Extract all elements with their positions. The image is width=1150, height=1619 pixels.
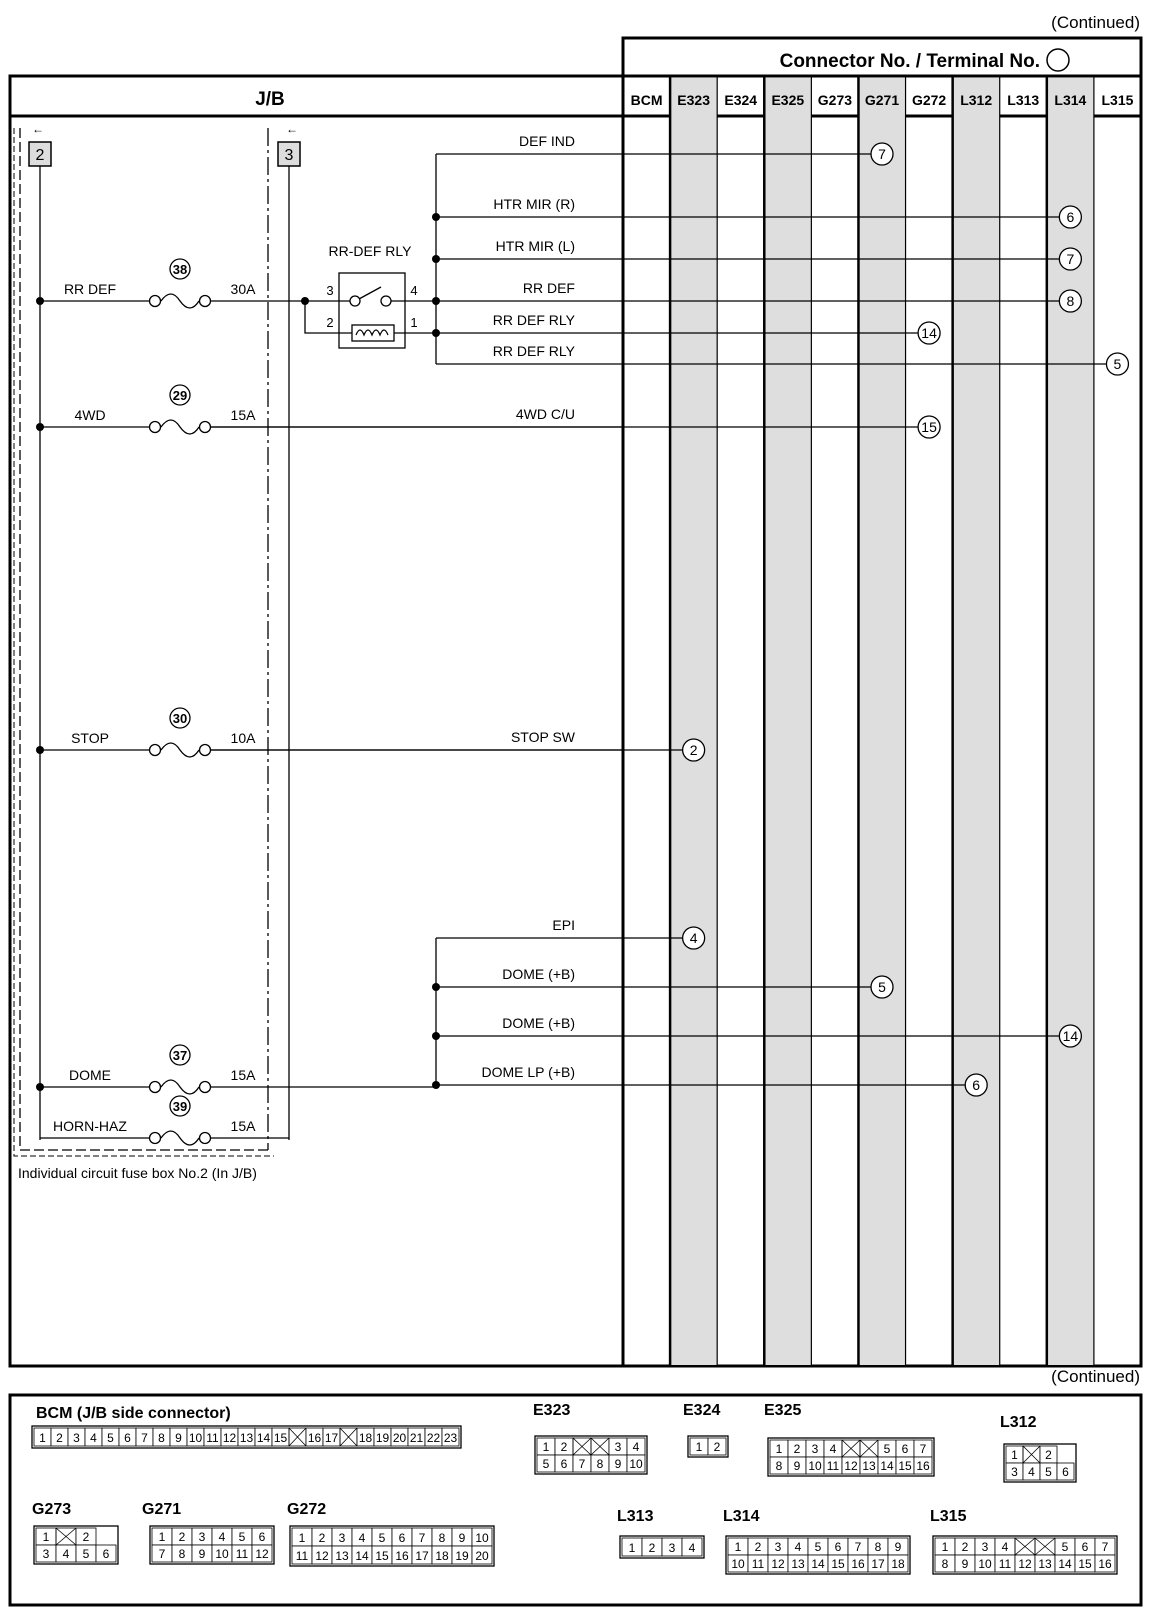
connector-pin: 8 — [941, 1557, 949, 1571]
connector-pin: 1 — [628, 1541, 636, 1555]
fuse-name: DOME — [69, 1067, 111, 1083]
connector-pin: 12 — [844, 1459, 858, 1473]
connector-pin: 12 — [255, 1547, 269, 1561]
connector-pin: 10 — [188, 1431, 203, 1445]
connector-view-l312 — [1000, 1414, 1076, 1482]
connector-pin: 1 — [298, 1531, 306, 1545]
connector-pin: 6 — [834, 1540, 842, 1554]
connector-pin: 22 — [426, 1431, 441, 1445]
connector-pin: 4 — [218, 1530, 226, 1544]
connector-pin: 5 — [1045, 1465, 1052, 1479]
fuse-rating: 10A — [230, 730, 256, 746]
relay-pin-4: 4 — [410, 283, 418, 298]
connector-pin: 1 — [734, 1540, 742, 1554]
circuit-label: DOME LP (+B) — [481, 1064, 575, 1080]
connector-pin: 2 — [318, 1531, 326, 1545]
fuse-rating: 30A — [230, 281, 256, 297]
connector-pin: 2 — [793, 1442, 801, 1456]
column-header-bcm: BCM — [630, 92, 663, 108]
connector-circle-icon — [1047, 49, 1069, 71]
fuse-number: 38 — [172, 262, 188, 277]
connector-pin: 7 — [854, 1540, 862, 1554]
connector-pin: 16 — [307, 1431, 322, 1445]
connector-pin: 10 — [978, 1557, 992, 1571]
connector-name: G272 — [287, 1501, 327, 1518]
connector-pin: 6 — [124, 1431, 131, 1445]
connector-pin: 15 — [898, 1459, 912, 1473]
connector-view-g273 — [32, 1501, 118, 1564]
continued-bottom: (Continued) — [1051, 1367, 1140, 1386]
bus-tag-left — [29, 122, 51, 166]
circuit-label: RR DEF RLY — [492, 343, 575, 359]
connector-pin: 1 — [695, 1440, 703, 1454]
connector-pin: 4 — [688, 1541, 696, 1555]
column-shade — [764, 78, 811, 1365]
connector-pin: 1 — [42, 1530, 50, 1544]
connector-title: Connector No. / Terminal No. — [779, 51, 1040, 72]
connector-pin: 10 — [475, 1531, 489, 1545]
circuit-label: STOP SW — [510, 729, 575, 745]
terminal-number: 14 — [921, 325, 937, 341]
circuit-label: EPI — [552, 917, 575, 933]
terminal-number: 6 — [972, 1077, 981, 1093]
connector-pin: 10 — [808, 1459, 822, 1473]
fuse-icon — [161, 743, 199, 757]
column-header-g271: G271 — [864, 92, 900, 108]
connector-pin: 9 — [175, 1431, 182, 1445]
column-shade — [858, 78, 905, 1365]
connector-pin: 6 — [102, 1547, 110, 1561]
terminal-number: 7 — [1066, 251, 1075, 267]
connector-pin: 17 — [415, 1549, 429, 1563]
connector-pin: 8 — [775, 1459, 783, 1473]
connector-view-e324 — [683, 1402, 728, 1457]
connector-pin: 15 — [375, 1549, 389, 1563]
connector-pin: 8 — [874, 1540, 882, 1554]
column-header-l312: L312 — [960, 92, 993, 108]
terminal-number: 6 — [1066, 209, 1075, 225]
fuse-number: 37 — [172, 1048, 188, 1063]
connector-pin: 16 — [851, 1557, 865, 1571]
fuse-37 — [36, 1045, 436, 1094]
bus-tag-right — [278, 122, 300, 166]
relay-pin-1: 1 — [410, 315, 418, 330]
circuit-epi-e323 — [436, 917, 705, 949]
connector-pin: 1 — [1011, 1448, 1018, 1462]
fuse-38 — [36, 259, 305, 308]
connector-view-e323 — [533, 1402, 647, 1474]
circuit-label: HTR MIR (R) — [493, 196, 575, 212]
connector-pin: 14 — [355, 1549, 369, 1563]
connector-view-l315 — [930, 1508, 1117, 1574]
connector-pin: 11 — [235, 1547, 249, 1561]
fuse-name: HORN-HAZ — [53, 1118, 127, 1134]
fuse-list — [36, 259, 623, 1145]
connector-pin: 9 — [961, 1557, 969, 1571]
terminal-number: 8 — [1066, 293, 1075, 309]
connector-pin: 5 — [814, 1540, 822, 1554]
connector-pin: 13 — [1038, 1557, 1052, 1571]
connector-pin: 15 — [831, 1557, 845, 1571]
connector-pin: 8 — [158, 1431, 165, 1445]
connector-pin: 21 — [409, 1431, 424, 1445]
terminal-number: 15 — [921, 419, 937, 435]
connector-view-g272 — [287, 1501, 494, 1566]
connector-pin: 4 — [829, 1442, 837, 1456]
connector-pin: 5 — [883, 1442, 891, 1456]
connector-pin: 4 — [1028, 1465, 1035, 1479]
connector-pin: 15 — [1078, 1557, 1092, 1571]
connector-pin: 2 — [82, 1530, 90, 1544]
connector-pin: 23 — [443, 1431, 458, 1445]
circuit-dome-b--g271 — [432, 966, 893, 998]
connector-pin: 2 — [754, 1540, 762, 1554]
relay-pin-3: 3 — [326, 283, 334, 298]
connector-pin: 19 — [375, 1431, 390, 1445]
jb-title: J/B — [255, 89, 285, 110]
connector-pin: 3 — [981, 1540, 989, 1554]
connector-pin: 2 — [713, 1440, 721, 1454]
connector-pin: 8 — [596, 1457, 604, 1471]
connector-pin: 4 — [90, 1431, 97, 1445]
connector-pin: 11 — [751, 1557, 765, 1571]
connector-name: G271 — [142, 1501, 182, 1518]
connector-pin: 3 — [614, 1440, 622, 1454]
connector-pin: 17 — [871, 1557, 885, 1571]
connector-pin: 5 — [107, 1431, 114, 1445]
connector-name: L314 — [723, 1508, 760, 1525]
connector-pin: 6 — [1062, 1465, 1069, 1479]
connector-pin: 5 — [542, 1457, 550, 1471]
connector-pin: 14 — [811, 1557, 825, 1571]
connector-pin: 3 — [338, 1531, 346, 1545]
connector-pin: 5 — [82, 1547, 90, 1561]
connector-pin: 6 — [560, 1457, 568, 1471]
arrow-left-icon: ← — [286, 122, 298, 136]
column-header-l314: L314 — [1054, 92, 1087, 108]
column-header-g272: G272 — [911, 92, 947, 108]
connector-pin: 18 — [891, 1557, 905, 1571]
connector-pin: 14 — [1058, 1557, 1072, 1571]
connector-pin: 3 — [198, 1530, 206, 1544]
connector-pin: 11 — [826, 1459, 840, 1473]
connector-pin: 4 — [794, 1540, 802, 1554]
circuit-label: RR DEF — [522, 280, 575, 296]
connector-name: L313 — [617, 1508, 654, 1525]
circuit-label: DOME (+B) — [502, 1015, 575, 1031]
fuse-rating: 15A — [230, 1067, 256, 1083]
connector-pin: 11 — [206, 1431, 219, 1445]
connector-pin: 11 — [998, 1557, 1012, 1571]
circuit-label: DOME (+B) — [502, 966, 575, 982]
fuse-rating: 15A — [230, 407, 256, 423]
terminal-number: 2 — [689, 742, 698, 758]
fuse-rating: 15A — [230, 1118, 256, 1134]
connector-pin: 6 — [258, 1530, 266, 1544]
connector-name: E323 — [533, 1402, 571, 1419]
connector-pin: 3 — [668, 1541, 676, 1555]
column-shade — [1047, 78, 1094, 1365]
connector-pin: 2 — [1045, 1448, 1052, 1462]
column-shade — [953, 78, 1000, 1365]
fuse-name: 4WD — [74, 407, 106, 423]
connector-view-g271 — [142, 1501, 274, 1564]
column-header-e324: E324 — [724, 92, 758, 108]
connector-pin: 19 — [455, 1549, 469, 1563]
connector-views — [32, 1402, 1117, 1574]
connector-pin: 12 — [315, 1549, 329, 1563]
circuit-label: DEF IND — [519, 133, 575, 149]
circuit-4wd-c-u-g272 — [211, 406, 940, 438]
connector-pin: 20 — [475, 1549, 489, 1563]
column-header-e325: E325 — [771, 92, 805, 108]
connector-pin: 1 — [941, 1540, 949, 1554]
connector-pin: 16 — [395, 1549, 409, 1563]
fuse-icon — [161, 1080, 199, 1094]
connector-pin: 13 — [862, 1459, 876, 1473]
relay-pin-2: 2 — [326, 315, 334, 330]
connector-name: E325 — [764, 1402, 802, 1419]
connector-pin: 7 — [1101, 1540, 1109, 1554]
continued-top: (Continued) — [1051, 13, 1140, 32]
connector-pin: 15 — [273, 1431, 288, 1445]
connector-view-l314 — [723, 1508, 910, 1574]
connector-view-l313 — [617, 1508, 704, 1558]
connector-pin: 10 — [629, 1457, 643, 1471]
connector-pin: 9 — [614, 1457, 622, 1471]
connector-pin: 13 — [335, 1549, 349, 1563]
connector-pin: 10 — [731, 1557, 745, 1571]
circuit-stop-sw-e323 — [211, 729, 705, 761]
connector-pin: 9 — [894, 1540, 902, 1554]
connector-pin: 13 — [239, 1431, 254, 1445]
connector-pin: 2 — [56, 1431, 63, 1445]
connector-pin: 2 — [560, 1440, 568, 1454]
connector-pin: 14 — [256, 1431, 271, 1445]
connector-pin: 18 — [435, 1549, 449, 1563]
connector-pin: 17 — [324, 1431, 339, 1445]
fuse-icon — [161, 420, 199, 434]
connector-pin: 7 — [418, 1531, 426, 1545]
connector-view-e325 — [764, 1402, 934, 1476]
connector-name: E324 — [683, 1402, 721, 1419]
column-header-l313: L313 — [1007, 92, 1040, 108]
fuse-name: STOP — [71, 730, 109, 746]
connector-pin: 2 — [961, 1540, 969, 1554]
connector-pin: 2 — [178, 1530, 186, 1544]
fuse-number: 39 — [172, 1099, 188, 1114]
connector-pin: 4 — [358, 1531, 366, 1545]
connector-pin: 13 — [791, 1557, 805, 1571]
fuse-box-caption: Individual circuit fuse box No.2 (In J/B) — [18, 1165, 257, 1181]
terminal-number: 7 — [878, 146, 886, 162]
svg-text:2: 2 — [35, 147, 45, 164]
fuse-icon — [161, 294, 199, 308]
connector-pin: 7 — [158, 1547, 166, 1561]
connector-pin: 7 — [578, 1457, 586, 1471]
terminal-number: 5 — [878, 979, 886, 995]
column-header-g273: G273 — [817, 92, 853, 108]
connector-pin: 9 — [198, 1547, 206, 1561]
connector-pin: 18 — [358, 1431, 373, 1445]
connector-pin: 7 — [919, 1442, 927, 1456]
connector-pin: 6 — [1081, 1540, 1089, 1554]
connector-pin: 9 — [458, 1531, 466, 1545]
svg-text:3: 3 — [284, 147, 294, 164]
connector-pin: 9 — [793, 1459, 801, 1473]
column-header-l315: L315 — [1101, 92, 1134, 108]
connector-pin: 4 — [632, 1440, 640, 1454]
connector-columns — [631, 76, 1134, 1366]
connector-pin: 14 — [880, 1459, 894, 1473]
connector-name: L312 — [1000, 1414, 1037, 1431]
connector-pin: 10 — [215, 1547, 229, 1561]
connector-pin: 2 — [648, 1541, 656, 1555]
connector-view-bcm — [32, 1405, 461, 1448]
fuse-number: 29 — [172, 388, 188, 403]
connector-name: G273 — [32, 1501, 72, 1518]
connector-pin: 5 — [238, 1530, 246, 1544]
connector-pin: 6 — [901, 1442, 909, 1456]
connector-pin: 3 — [1011, 1465, 1018, 1479]
connector-pin: 4 — [62, 1547, 70, 1561]
arrow-left-icon: ← — [32, 122, 44, 136]
fuse-icon — [161, 1131, 199, 1145]
connector-pin: 12 — [222, 1431, 237, 1445]
connector-pin: 7 — [141, 1431, 148, 1445]
connector-pin: 5 — [378, 1531, 386, 1545]
connector-pin: 8 — [438, 1531, 446, 1545]
relay-name: RR-DEF RLY — [328, 243, 412, 259]
connector-pin: 1 — [158, 1530, 166, 1544]
column-shade — [670, 78, 717, 1365]
column-header-e323: E323 — [677, 92, 710, 108]
rr-def-relay — [305, 243, 436, 348]
terminal-number: 14 — [1062, 1028, 1079, 1044]
connector-pin: 12 — [771, 1557, 785, 1571]
connector-pin: 20 — [392, 1431, 407, 1445]
connector-pin: 3 — [42, 1547, 50, 1561]
connector-pin: 6 — [398, 1531, 406, 1545]
connector-name: BCM (J/B side connector) — [36, 1405, 231, 1422]
connector-pin: 5 — [1061, 1540, 1069, 1554]
connector-pin: 3 — [73, 1431, 80, 1445]
circuit-def-ind-g271 — [436, 133, 893, 165]
fuse-number: 30 — [172, 711, 188, 726]
connector-pin: 4 — [1001, 1540, 1009, 1554]
connector-pin: 8 — [178, 1547, 186, 1561]
connector-name: L315 — [930, 1508, 967, 1525]
fuse-name: RR DEF — [63, 281, 117, 297]
connector-pin: 11 — [295, 1549, 309, 1563]
circuit-label: 4WD C/U — [515, 406, 575, 422]
connector-pin: 16 — [1098, 1557, 1112, 1571]
connector-pin: 3 — [774, 1540, 782, 1554]
connector-pin: 1 — [542, 1440, 550, 1454]
connector-pin: 16 — [916, 1459, 930, 1473]
circuit-label: HTR MIR (L) — [495, 238, 575, 254]
connector-pin: 3 — [811, 1442, 819, 1456]
connector-pin: 12 — [1018, 1557, 1032, 1571]
terminal-number: 4 — [689, 930, 698, 946]
connector-pin: 1 — [39, 1431, 46, 1445]
connector-pin: 1 — [775, 1442, 783, 1456]
fuse-39 — [40, 1096, 289, 1145]
circuit-label: RR DEF RLY — [492, 312, 575, 328]
terminal-number: 5 — [1113, 356, 1122, 372]
